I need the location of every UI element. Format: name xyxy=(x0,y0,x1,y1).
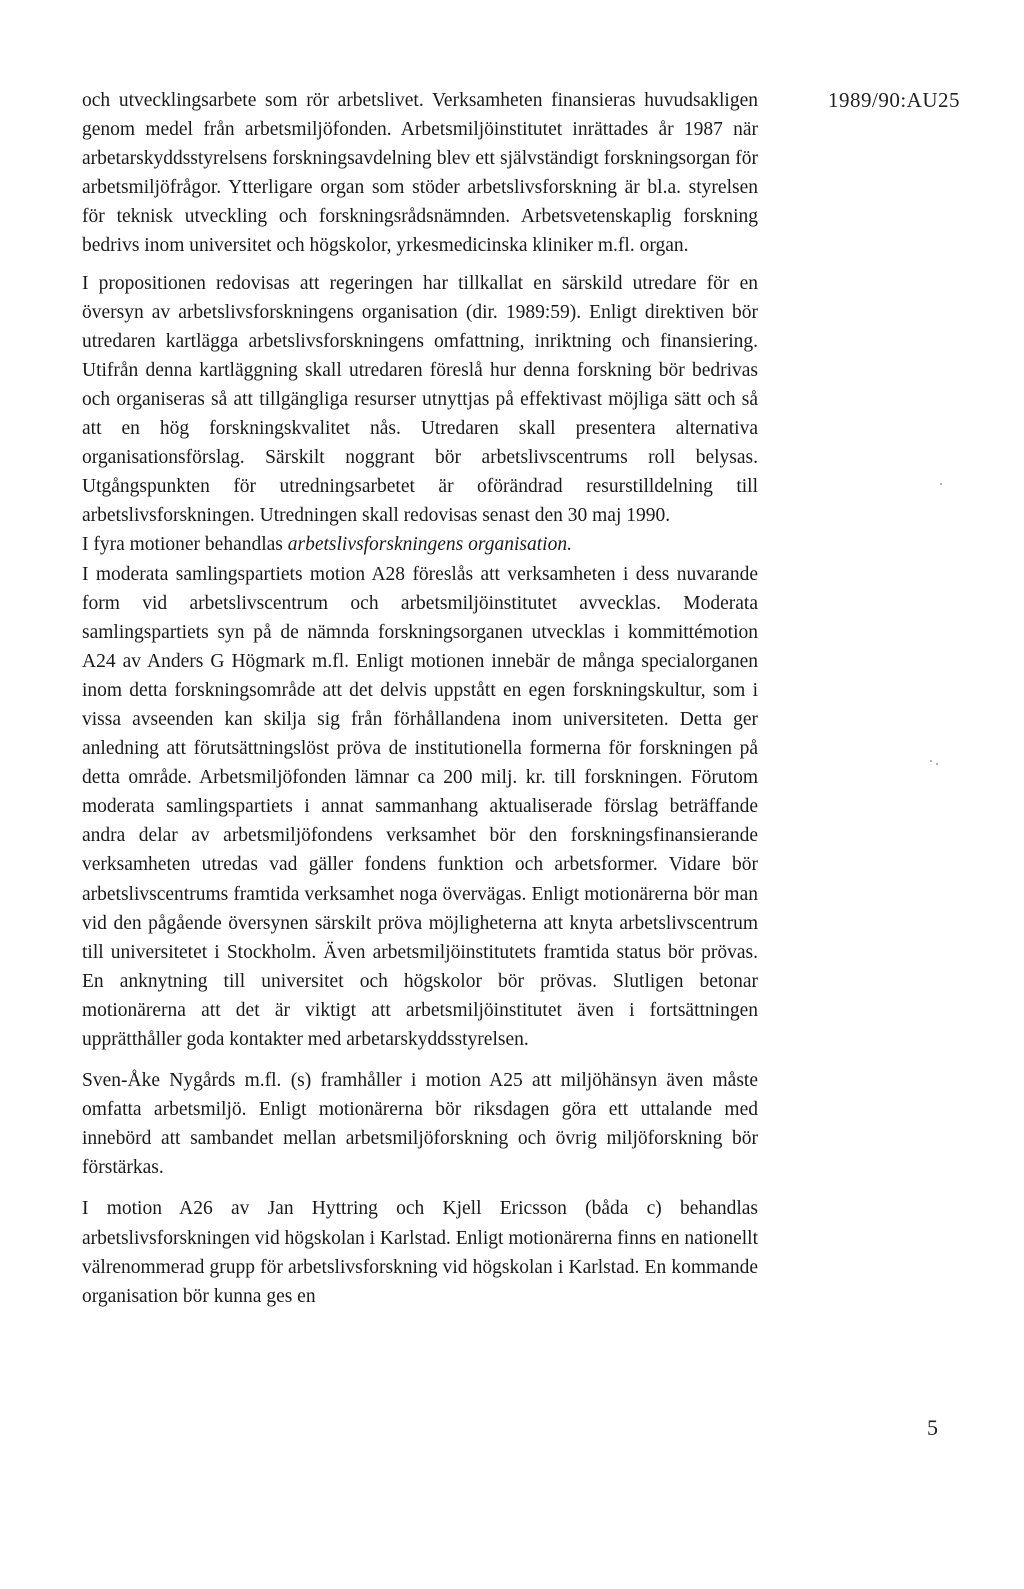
paragraph-proposition: I propositionen redovisas att regeringen har tillkallat en särskild utredare för en översyn av arbetslivsforskningens organisation (dir. 1989:59). Enligt direktiven bör utredaren kartlägga arbetslivsforskningens omfattning, inriktning och finansiering. Utifrån denna kartläggning skall utredaren föreslå hur denna forskning bör bedrivas och organiseras så att tillgängliga resurser utnyttjas på effektivast möjliga sätt och så att en hög forskningskvalitet nås. Utredaren skall presentera alternativa organisationsförslag. Särskilt noggrant bör arbetslivscentrums roll belysas. Utgångspunkten för utredningsarbetet är oförändrad resurstilldelning till arbetslivsforskningen. Utredningen skall redovisas senast den 30 maj 1990. xyxy=(82,272,758,527)
paragraph-motions-intro-text: I fyra motioner behandlas xyxy=(82,534,288,556)
paragraph-motion-a25: Sven-Åke Nygårds m.fl. (s) framhåller i motion A25 att miljöhänsyn även måste omfatta arbetsmiljö. Enligt motionärerna bör riksdagen göra ett uttalande med innebörd att sambandet mellan arbetsmiljöforskning och övrig miljöforskning bör förstärkas. xyxy=(82,1070,758,1179)
scan-speck xyxy=(930,760,932,762)
scan-speck xyxy=(940,483,942,485)
paragraph-intro: och utvecklingsarbete som rör arbetslivet. Verksamheten finansieras huvudsakligen genom medel från arbetsmiljöfonden. Arbetsmiljöinstitutet inrättades år 1987 när arbetarskyddsstyrelsens forskningsavdelning blev ett självständigt forskningsorgan för arbetsmiljöfrågor. Ytterligare organ som stöder arbetslivsforskning är bl.a. styrelsen för teknisk utveckling och forskningsrådsnämnden. Arbetsvetenskaplig forskning bedrivs inom universitet och högskolor, yrkesmedicinska kliniker m.fl. organ. xyxy=(82,90,758,257)
body-text xyxy=(82,86,758,1311)
page-number: 5 xyxy=(927,1415,938,1440)
paragraph-motions-intro xyxy=(82,530,758,559)
paragraph-motion-a28: I moderata samlingspartiets motion A28 föreslås att verksamheten i dess nuvarande form vid arbetslivscentrum och arbetsmiljöinstitutet avvecklas. Moderata samlingspartiets syn på de nämnda forskningsorganen utvecklas i kommittémotion A24 av Anders G Högmark m.fl. Enligt motionen innebär de många specialorganen inom detta forskningsområde att det delvis uppstått en egen forskningskultur, som i vissa avseenden kan skilja sig från förhållandena inom universiteten. Detta ger anledning att förutsättningslöst pröva de institutionella formerna för forskningen på detta område. Arbetsmiljöfonden lämnar ca 200 milj. kr. till forskningen. Förutom moderata samlingspartiets i annat sammanhang aktualiserade förslag beträffande andra delar av arbetsmiljöfondens verksamhet bör den forskningsfinansierande verksamheten utredas vad gäller fondens funktion och arbetsformer. Vidare bör arbetslivscentrums framtida verksamhet noga övervägas. Enligt motionärerna bör man vid den pågående översynen särskilt pröva möjligheterna att knyta arbetslivscentrum till universitetet i Stockholm. Även arbetsmiljöinstitutets framtida status bör prövas. En anknytning till universitet och högskolor bör prövas. Slutligen betonar motionärerna att det är viktigt att arbetsmiljöinstitutet även i fortsättningen upprätthåller goda kontakter med arbetarskyddsstyrelsen. xyxy=(82,563,758,1050)
scan-speck xyxy=(936,763,938,765)
paragraph-motion-a26: I motion A26 av Jan Hyttring och Kjell Ericsson (båda c) behandlas arbetslivsforskningen vid högskolan i Karlstad. Enligt motionärerna finns en nationellt välrenommerad grupp för arbetslivsforskning vid högskolan i Karlstad. En kommande organisation bör kunna ges en xyxy=(82,1198,758,1307)
document-id: 1989/90:AU25 xyxy=(828,88,960,112)
paragraph-motions-intro-italic: arbetslivsforskningens organisation. xyxy=(287,534,572,556)
